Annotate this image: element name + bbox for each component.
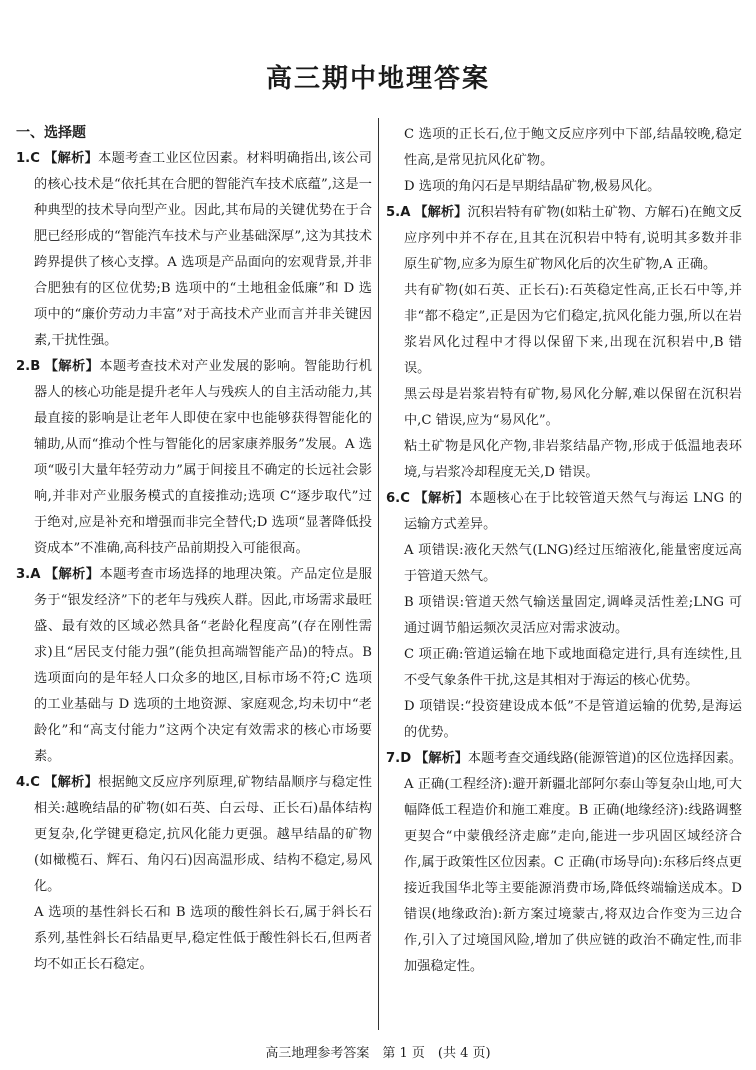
analysis-paragraph: D 项错误:“投资建设成本低”不是管道运输的优势,是海运的优势。: [404, 699, 742, 740]
analysis-paragraph: C 项正确:管道运输在地下或地面稳定进行,具有连续性,且不受气象条件干扰,这是其相对于海运的核心优势。: [404, 647, 742, 688]
question-number: 3.: [16, 567, 31, 582]
question-4: [16, 770, 372, 900]
question-2: [16, 354, 372, 562]
answer-letter: C: [30, 151, 40, 166]
analysis-paragraph: 黑云母是岩浆岩特有矿物,易风化分解,难以保留在沉积岩中,C 错误,应为“易风化”。: [404, 387, 742, 428]
analysis-paragraph: A 项错误:液化天然气(LNG)经过压缩液化,能量密度远高于管道天然气。: [404, 543, 742, 584]
answer-letter: C: [400, 491, 410, 506]
answer-letter: B: [30, 359, 41, 374]
question-6: [386, 486, 742, 538]
analysis-tag: 【解析】: [44, 359, 100, 374]
question-number: 4.: [16, 775, 31, 790]
answer-letter: A: [30, 567, 41, 582]
analysis-text: 本题考查交通线路(能源管道)的区位选择因素。A 正确(工程经济):避开新疆北部阿尔泰山等复杂山地,可大幅降低工程造价和施工难度。B 正确(地缘经济):线路调整更契合“中蒙俄经济走廊”走向,能进一步巩固区域经济合作,属于政策性区位因素。C 正确(市场导向):东移后终点更接近我国华北等主要能源消费市场,降低终端输送成本。D 错误(地缘政治):新方案过境蒙古,将双边合作变为三边合作,引入了过境国风险,增加了供应链的政治不确定性,而非加强稳定性。: [404, 751, 742, 974]
analysis-text: 本题考查技术对产业发展的影响。智能助行机器人的核心功能是提升老年人与残疾人的自主活动能力,其最直接的影响是让老年人即使在家中也能够获得智能化的辅助,从而“推动个性与智能化的居家康养服务”发展。A 选项“吸引大量年轻劳动力”属于间接且不确定的长远社会影响,并非对产业服务模式的直接推动;选项 C“逐步取代”过于绝对,应是补充和增强而非完全替代;D 选项“显著降低投资成本”不准确,高科技产品前期投入可能很高。: [34, 359, 372, 556]
section-heading: 一、选择题: [16, 125, 86, 141]
analysis-tag: 【解析】: [43, 775, 99, 790]
question-number: 7.: [386, 751, 401, 766]
analysis-tag: 【解析】: [414, 205, 468, 220]
analysis-tag: 【解析】: [413, 491, 470, 506]
analysis-paragraph: D 选项的角闪石是早期结晶矿物,极易风化。: [404, 179, 661, 194]
question-number: 6.: [386, 491, 401, 506]
page-title: 高三期中地理答案: [265, 64, 490, 94]
analysis-text: 本题考查市场选择的地理决策。产品定位是服务于“银发经济”下的老年与残疾人群。因此,市场需求最旺盛、最有效的区域必然具备“老龄化程度高”(存在刚性需求)且“居民支付能力强”(能负担高端智能产品)的特点。B 选项面向的是年轻人口众多的地区,目标市场不符;C 选项的工业基础与 D 选项的土地资源、家庭观念,均未切中“老龄化”和“高支付能力”这两个决定有效需求的核心市场要素。: [34, 567, 372, 764]
analysis-text: 根据鲍文反应序列原理,矿物结晶顺序与稳定性相关:越晚结晶的矿物(如石英、白云母、正长石)晶体结构更复杂,化学键更稳定,抗风化能力更强。越早结晶的矿物(如橄榄石、辉石、角闪石)因高温形成、结构不稳定,易风化。: [34, 775, 372, 894]
analysis-tag: 【解析】: [43, 151, 99, 166]
analysis-paragraph: 共有矿物(如石英、正长石):石英稳定性高,正长石中等,并非“都不稳定”,正是因为它们稳定,抗风化能力强,所以在岩浆岩风化过程中才得以保留下来,出现在沉积岩中,B 错误。: [404, 283, 742, 376]
analysis-text: 本题核心在于比较管道天然气与海运 LNG 的运输方式差异。: [404, 491, 743, 532]
analysis-paragraph: B 项错误:管道天然气输送量固定,调峰灵活性差;LNG 可通过调节船运频次灵活应对需求波动。: [404, 595, 742, 636]
analysis-tag: 【解析】: [44, 567, 100, 582]
analysis-paragraph: C 选项的正长石,位于鲍文反应序列中下部,结晶较晚,稳定性高,是常见抗风化矿物。: [404, 127, 742, 168]
question-number: 2.: [16, 359, 31, 374]
analysis-paragraph: A 选项的基性斜长石和 B 选项的酸性斜长石,属于斜长石系列,基性斜长石结晶更早,稳定性低于酸性斜长石,但两者均不如正长石稳定。: [34, 905, 372, 972]
answer-letter: A: [400, 205, 411, 220]
column-divider: [378, 118, 379, 1030]
question-3: [16, 562, 372, 770]
right-column: [386, 122, 742, 980]
analysis-text: 本题考查工业区位因素。材料明确指出,该公司的核心技术是“依托其在合肥的智能汽车技术底蕴”,这是一种典型的技术导向型产业。因此,其布局的关键优势在于合肥已经形成的“智能汽车技术与产业基础深厚”,这为其技术跨界提供了核心支撑。A 选项是产品面向的宏观背景,并非合肥独有的区位优势;B 选项中的“土地租金低廉”和 D 选项中的“廉价劳动力丰富”对于高技术产业而言并非关键因素,干扰性强。: [34, 151, 372, 348]
question-number: 1.: [16, 151, 31, 166]
analysis-text: 沉积岩特有矿物(如粘土矿物、方解石)在鲍文反应序列中并不存在,且其在沉积岩中特有,说明其多数并非原生矿物,应多为原生矿物风化后的次生矿物,A 正确。: [404, 205, 742, 272]
answer-letter: D: [400, 751, 412, 766]
question-1: [16, 146, 372, 354]
page-footer: 高三地理参考答案 第 1 页 (共 4 页): [265, 1046, 491, 1061]
question-7: [386, 746, 742, 980]
answer-letter: C: [30, 775, 40, 790]
analysis-tag: 【解析】: [415, 751, 468, 766]
analysis-paragraph: 粘土矿物是风化产物,非岩浆结晶产物,形成于低温地表环境,与岩浆冷却程度无关,D 错误。: [404, 439, 742, 480]
left-column: [16, 122, 372, 978]
question-number: 5.: [386, 205, 401, 220]
question-5: [386, 200, 742, 278]
